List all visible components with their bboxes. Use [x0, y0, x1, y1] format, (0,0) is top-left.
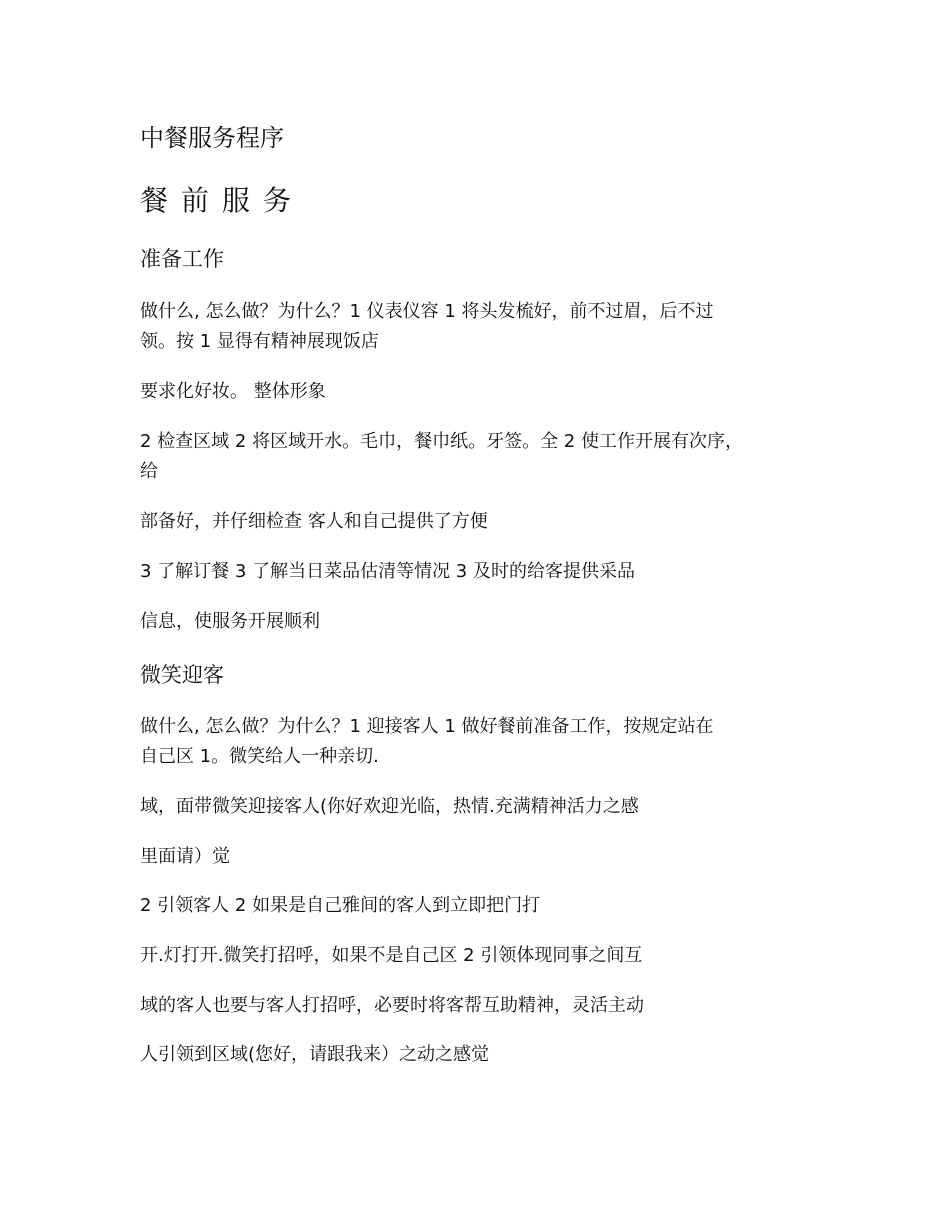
text-line: 3 了解订餐 3 了解当日菜品估清等情况 3 及时的给客提供采品	[140, 561, 635, 582]
text-line: 域的客人也要与客人打招呼，必要时将客帮互助精神，灵活主动	[140, 995, 644, 1016]
paragraph	[140, 507, 840, 537]
paragraph	[140, 557, 840, 587]
paragraph	[140, 891, 840, 921]
text-line: 里面请）觉	[140, 846, 230, 867]
paragraph	[140, 1040, 840, 1070]
text-line: 领。按 1 显得有精神展现饭店	[140, 331, 379, 352]
paragraph	[140, 607, 840, 637]
paragraph	[140, 712, 840, 772]
section-heading: 餐前服务	[140, 184, 305, 217]
text-line: 开.灯打开.微笑打招呼，如果不是自己区 2 引领体现同事之间互	[140, 945, 643, 966]
text-line: 2 引领客人 2 如果是自己雅间的客人到立即把门打	[140, 895, 541, 916]
text-line: 做什么, 怎么做？为什么？1 仪表仪容 1 将头发梳好，前不过眉，后不过	[140, 301, 714, 322]
paragraph	[140, 377, 840, 407]
text-line: 要求化好妆。 整体形象	[140, 381, 326, 402]
text-line: 人引领到区域(您好，请跟我来）之动之感觉	[140, 1044, 490, 1065]
paragraph	[140, 842, 840, 872]
paragraph	[140, 941, 840, 971]
text-line: 给	[140, 461, 158, 482]
paragraph	[140, 792, 840, 822]
text-line: 域，面带微笑迎接客人(你好欢迎光临，热情.充满精神活力之感	[140, 796, 639, 817]
text-line: 做什么, 怎么做？为什么？1 迎接客人 1 做好餐前准备工作，按规定站在	[140, 716, 714, 737]
text-line: 2 检查区域 2 将区域开水。毛巾，餐巾纸。牙签。全 2 使工作开展有次序，	[140, 431, 743, 452]
text-line: 自己区 1。微笑给人一种亲切.	[140, 746, 379, 767]
paragraph	[140, 297, 840, 357]
text-line: 部备好，并仔细检查 客人和自己提供了方便	[140, 511, 488, 532]
document-title: 中餐服务程序	[140, 124, 284, 152]
paragraph	[140, 427, 840, 487]
subheading-welcome: 微笑迎客	[140, 663, 224, 687]
paragraph	[140, 991, 840, 1021]
text-line: 信息，使服务开展顺利	[140, 611, 320, 632]
subheading-preparation: 准备工作	[140, 247, 224, 271]
